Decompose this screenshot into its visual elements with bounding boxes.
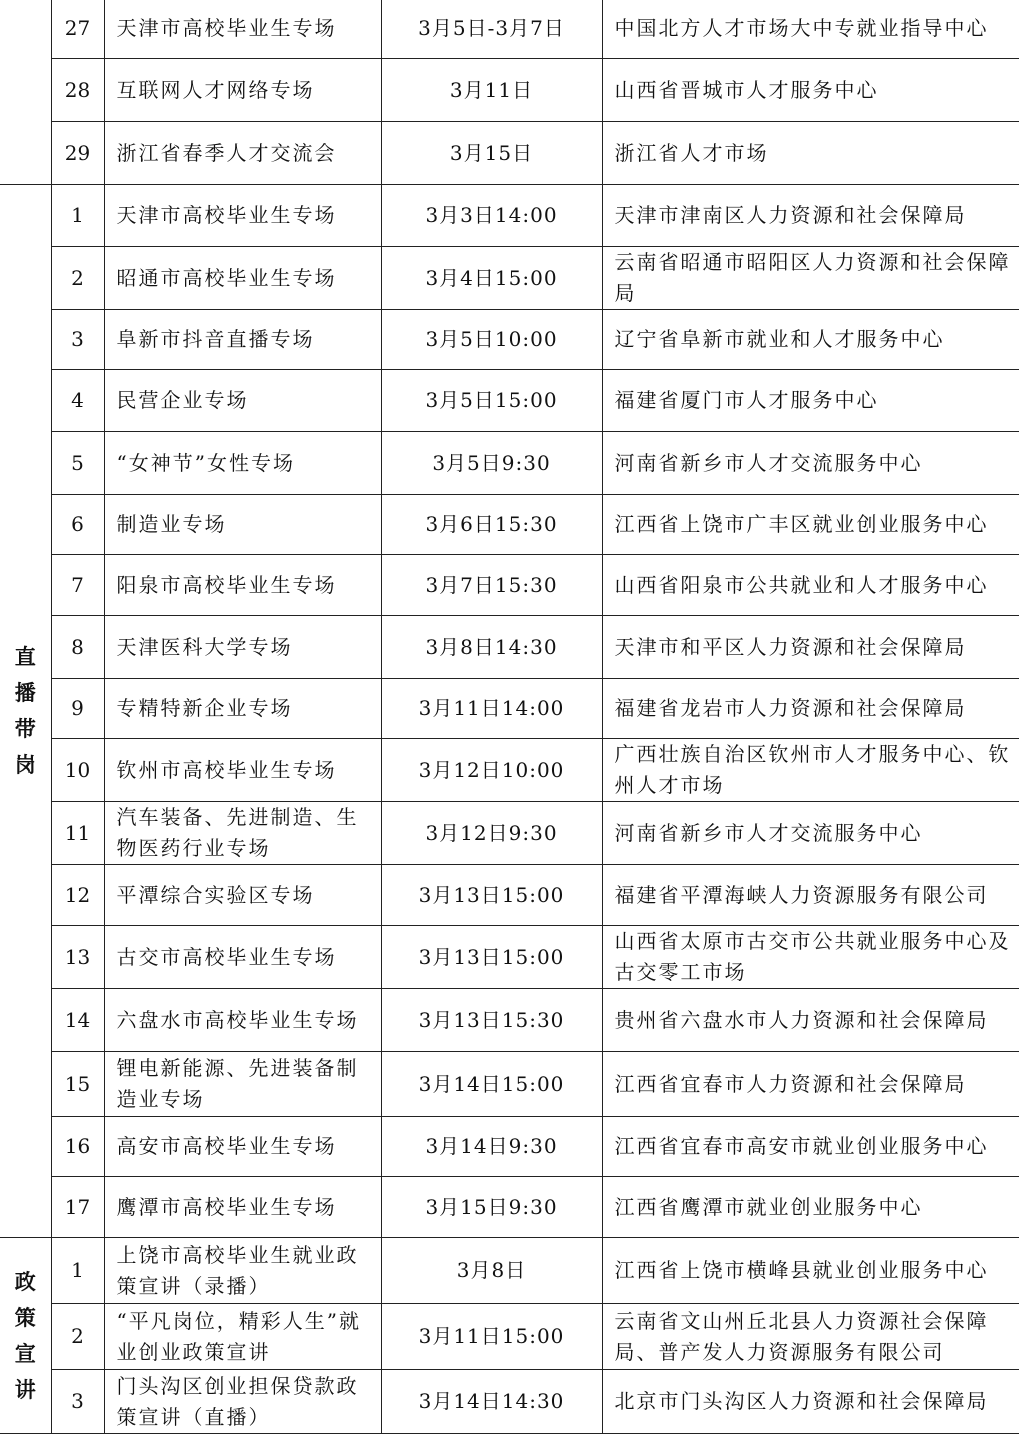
- organizer-cell: 云南省昭通市昭阳区人力资源和社会保障局: [602, 247, 1019, 310]
- event-name-cell: 汽车装备、先进制造、生物医药行业专场: [104, 802, 381, 865]
- table-row: [0, 555, 1019, 616]
- event-name-cell: 上饶市高校毕业生就业政策宣讲（录播）: [104, 1238, 381, 1304]
- event-name-cell: 鹰潭市高校毕业生专场: [104, 1177, 381, 1238]
- event-name-cell: “女神节”女性专场: [104, 432, 381, 495]
- table-row: [0, 370, 1019, 432]
- event-date-cell: 3月12日10:00: [381, 739, 602, 802]
- event-date-cell: 3月5日15:00: [381, 370, 602, 432]
- category-label: 政策宣讲: [14, 1268, 36, 1402]
- table-row: [0, 310, 1019, 370]
- table-row: [0, 679, 1019, 739]
- organizer-cell: 北京市门头沟区人力资源和社会保障局: [602, 1370, 1019, 1434]
- table-row: [0, 0, 1019, 59]
- event-date-cell: 3月13日15:00: [381, 865, 602, 926]
- row-number-cell: 17: [51, 1177, 104, 1238]
- organizer-cell: 福建省厦门市人才服务中心: [602, 370, 1019, 432]
- row-number-cell: 8: [51, 616, 104, 679]
- organizer-cell: 江西省鹰潭市就业创业服务中心: [602, 1177, 1019, 1238]
- row-number-cell: 2: [51, 1304, 104, 1370]
- row-number-cell: 16: [51, 1117, 104, 1177]
- organizer-cell: 山西省太原市古交市公共就业服务中心及古交零工市场: [602, 926, 1019, 989]
- table-row: [0, 122, 1019, 185]
- table-row: [0, 247, 1019, 310]
- event-name-cell: 高安市高校毕业生专场: [104, 1117, 381, 1177]
- organizer-cell: 浙江省人才市场: [602, 122, 1019, 185]
- organizer-cell: 河南省新乡市人才交流服务中心: [602, 802, 1019, 865]
- row-number-cell: 3: [51, 310, 104, 370]
- row-number-cell: 27: [51, 0, 104, 59]
- row-number-cell: 5: [51, 432, 104, 495]
- event-date-cell: 3月14日15:00: [381, 1052, 602, 1117]
- event-date-cell: 3月5日-3月7日: [381, 0, 602, 59]
- table-row: [0, 1117, 1019, 1177]
- category-cell: [0, 185, 51, 1238]
- table-row: [0, 1177, 1019, 1238]
- event-date-cell: 3月6日15:30: [381, 495, 602, 555]
- event-date-cell: 3月8日14:30: [381, 616, 602, 679]
- row-number-cell: 12: [51, 865, 104, 926]
- table-row: [0, 1304, 1019, 1370]
- table-row: [0, 802, 1019, 865]
- event-date-cell: 3月8日: [381, 1238, 602, 1304]
- event-name-cell: 天津市高校毕业生专场: [104, 185, 381, 247]
- event-name-cell: 阜新市抖音直播专场: [104, 310, 381, 370]
- event-name-cell: 天津市高校毕业生专场: [104, 0, 381, 59]
- event-date-cell: 3月4日15:00: [381, 247, 602, 310]
- event-name-cell: 六盘水市高校毕业生专场: [104, 989, 381, 1052]
- event-name-cell: 昭通市高校毕业生专场: [104, 247, 381, 310]
- event-date-cell: 3月5日10:00: [381, 310, 602, 370]
- event-name-cell: 制造业专场: [104, 495, 381, 555]
- row-number-cell: 29: [51, 122, 104, 185]
- event-date-cell: 3月11日14:00: [381, 679, 602, 739]
- table-row: [0, 616, 1019, 679]
- row-number-cell: 1: [51, 1238, 104, 1304]
- category-cell: [0, 0, 51, 185]
- event-name-cell: “平凡岗位，精彩人生”就业创业政策宣讲: [104, 1304, 381, 1370]
- table-row: [0, 495, 1019, 555]
- event-date-cell: 3月14日14:30: [381, 1370, 602, 1434]
- organizer-cell: 天津市津南区人力资源和社会保障局: [602, 185, 1019, 247]
- event-name-cell: 钦州市高校毕业生专场: [104, 739, 381, 802]
- row-number-cell: 1: [51, 185, 104, 247]
- organizer-cell: 山西省阳泉市公共就业和人才服务中心: [602, 555, 1019, 616]
- table-row: [0, 59, 1019, 122]
- table-row: [0, 1370, 1019, 1434]
- row-number-cell: 14: [51, 989, 104, 1052]
- event-name-cell: 门头沟区创业担保贷款政策宣讲（直播）: [104, 1370, 381, 1434]
- table-row: [0, 1052, 1019, 1117]
- row-number-cell: 3: [51, 1370, 104, 1434]
- event-date-cell: 3月15日: [381, 122, 602, 185]
- event-date-cell: 3月3日14:00: [381, 185, 602, 247]
- row-number-cell: 2: [51, 247, 104, 310]
- organizer-cell: 中国北方人才市场大中专就业指导中心: [602, 0, 1019, 59]
- row-number-cell: 6: [51, 495, 104, 555]
- event-date-cell: 3月15日9:30: [381, 1177, 602, 1238]
- event-date-cell: 3月13日15:30: [381, 989, 602, 1052]
- organizer-cell: 广西壮族自治区钦州市人才服务中心、钦州人才市场: [602, 739, 1019, 802]
- event-name-cell: 浙江省春季人才交流会: [104, 122, 381, 185]
- event-name-cell: 天津医科大学专场: [104, 616, 381, 679]
- table-row: [0, 1238, 1019, 1304]
- table-row: [0, 989, 1019, 1052]
- organizer-cell: 江西省上饶市横峰县就业创业服务中心: [602, 1238, 1019, 1304]
- category-label: 直播带岗: [14, 644, 36, 777]
- event-name-cell: 民营企业专场: [104, 370, 381, 432]
- table-row: [0, 865, 1019, 926]
- event-name-cell: 平潭综合实验区专场: [104, 865, 381, 926]
- organizer-cell: 云南省文山州丘北县人力资源社会保障局、普产发人力资源服务有限公司: [602, 1304, 1019, 1370]
- event-name-cell: 古交市高校毕业生专场: [104, 926, 381, 989]
- row-number-cell: 4: [51, 370, 104, 432]
- row-number-cell: 28: [51, 59, 104, 122]
- organizer-cell: 河南省新乡市人才交流服务中心: [602, 432, 1019, 495]
- organizer-cell: 贵州省六盘水市人力资源和社会保障局: [602, 989, 1019, 1052]
- row-number-cell: 7: [51, 555, 104, 616]
- event-date-cell: 3月5日9:30: [381, 432, 602, 495]
- event-name-cell: 专精特新企业专场: [104, 679, 381, 739]
- table-row: [0, 926, 1019, 989]
- organizer-cell: 天津市和平区人力资源和社会保障局: [602, 616, 1019, 679]
- row-number-cell: 15: [51, 1052, 104, 1117]
- event-date-cell: 3月11日: [381, 59, 602, 122]
- event-date-cell: 3月13日15:00: [381, 926, 602, 989]
- event-name-cell: 互联网人才网络专场: [104, 59, 381, 122]
- organizer-cell: 福建省龙岩市人力资源和社会保障局: [602, 679, 1019, 739]
- event-name-cell: 锂电新能源、先进装备制造业专场: [104, 1052, 381, 1117]
- event-date-cell: 3月12日9:30: [381, 802, 602, 865]
- organizer-cell: 山西省晋城市人才服务中心: [602, 59, 1019, 122]
- table-row: [0, 432, 1019, 495]
- row-number-cell: 11: [51, 802, 104, 865]
- organizer-cell: 江西省宜春市高安市就业创业服务中心: [602, 1117, 1019, 1177]
- organizer-cell: 江西省上饶市广丰区就业创业服务中心: [602, 495, 1019, 555]
- event-date-cell: 3月11日15:00: [381, 1304, 602, 1370]
- row-number-cell: 13: [51, 926, 104, 989]
- row-number-cell: 9: [51, 679, 104, 739]
- event-date-cell: 3月14日9:30: [381, 1117, 602, 1177]
- row-number-cell: 10: [51, 739, 104, 802]
- organizer-cell: 江西省宜春市人力资源和社会保障局: [602, 1052, 1019, 1117]
- table-row: [0, 185, 1019, 247]
- organizer-cell: 福建省平潭海峡人力资源服务有限公司: [602, 865, 1019, 926]
- event-name-cell: 阳泉市高校毕业生专场: [104, 555, 381, 616]
- event-date-cell: 3月7日15:30: [381, 555, 602, 616]
- category-cell: [0, 1238, 51, 1434]
- table-row: [0, 739, 1019, 802]
- organizer-cell: 辽宁省阜新市就业和人才服务中心: [602, 310, 1019, 370]
